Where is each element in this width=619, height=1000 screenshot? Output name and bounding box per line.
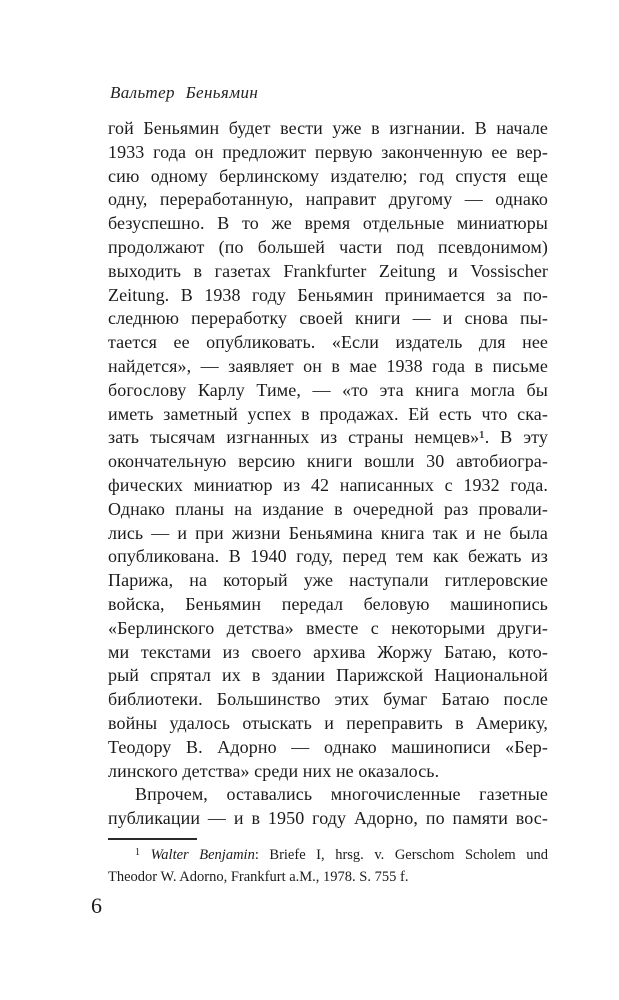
text-line: публикации — и в 1950 году Адорно, по памяти вос- (108, 808, 548, 829)
text-line: Парижа, на который уже наступали гитлеровские (108, 570, 548, 591)
running-header: Вальтер Беньямин (110, 83, 259, 102)
text-line: окончательную версию книги вошли 30 автобиогра- (108, 451, 548, 472)
text-line: Zeitung. В 1938 году Беньямин принимается за по- (108, 284, 548, 305)
footnote-marker: 1 (135, 847, 140, 858)
text-line: одну, переработанную, направит другому — однако (108, 189, 548, 210)
text-line: лись — и при жизни Беньямина книга так и не была (108, 522, 548, 543)
footnote-text: Theodor W. Adorno, Frankfurt a.M., 1978. S. 755 f. (108, 869, 409, 885)
body-text (108, 117, 548, 831)
footnote (108, 844, 548, 888)
footnote-text: : Briefe I, hrsg. v. Gerschom Scholem und (254, 847, 548, 863)
text-line: найдется», — заявляет он в мае 1938 года в письме (108, 355, 548, 376)
text-line: войны удалось отыскать и переправить в Америку, (108, 712, 548, 733)
page-number: 6 (91, 893, 102, 918)
footnote-line (108, 844, 548, 866)
footnote-line (108, 866, 548, 888)
text-line: линского детства» среди них не оказалось. (108, 760, 440, 781)
text-line: тается ее опубликовать. «Если издатель для нее (108, 332, 548, 353)
text-line: иметь заметный успех в продажах. Ей есть что ска- (108, 403, 548, 424)
text-line: библиотеки. Большинство этих бумаг Батаю после (108, 689, 548, 710)
text-line: Теодору В. Адорно — однако машинописи «Бер- (108, 736, 548, 757)
text-line: сию одному берлинскому издателю; год спустя еще (108, 165, 548, 186)
text-line: Однако планы на издание в очередной раз провали- (108, 498, 548, 519)
footnote-separator (108, 838, 197, 840)
text-line: следнюю переработку своей книги — и снова пы- (108, 308, 548, 329)
text-line: войска, Беньямин передал беловую машинопись (108, 593, 548, 614)
text-line: 1933 года он предложит первую законченную ее вер- (108, 141, 548, 162)
text-line: «Берлинского детства» вместе с некоторыми други- (108, 617, 548, 638)
text-line: рый спрятал их в здании Парижской Национальной (108, 665, 548, 686)
text-line: богослову Карлу Тиме, — «то эта книга могла бы (108, 379, 548, 400)
footnote-text: Walter Benjamin (150, 847, 255, 863)
text-line: выходить в газетах Frankfurter Zeitung и Vossischer (108, 260, 548, 281)
text-line: гой Беньямин будет вести уже в изгнании. В начале (108, 118, 548, 138)
text-line: фических миниатюр из 42 написанных с 1932 года. (108, 474, 548, 495)
text-line: продолжают (по большей части под псевдонимом) (108, 236, 548, 257)
text-line: ми текстами из своего архива Жоржу Батаю, кото- (108, 641, 548, 662)
text-line: Впрочем, оставались многочисленные газетные (135, 784, 548, 805)
text-line: опубликована. В 1940 году, перед тем как бежать из (108, 546, 548, 567)
footnote-text (140, 847, 151, 863)
text-line: зать тысячам изгнанных из страны немцев»¹. В эту (108, 427, 548, 448)
text-line: безуспешно. В то же время отдельные миниатюры (108, 213, 548, 234)
